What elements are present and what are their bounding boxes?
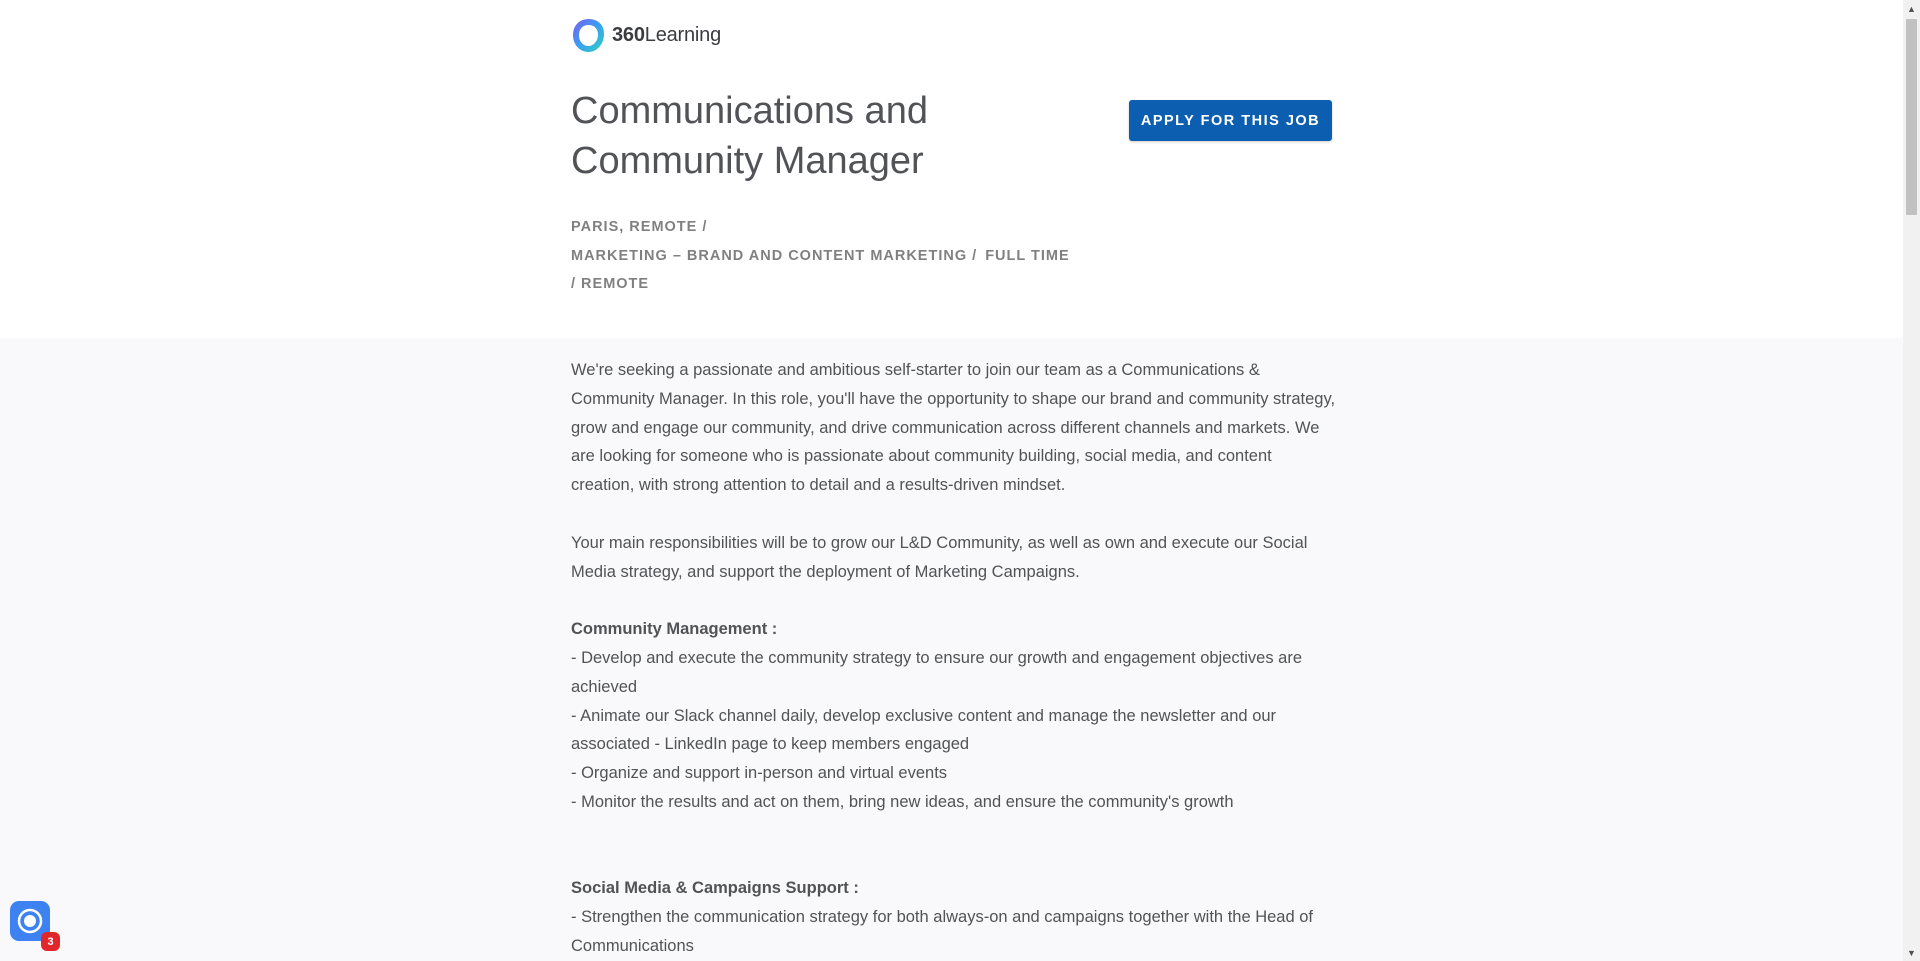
scroll-down-arrow-icon[interactable]: ▼: [1907, 947, 1916, 958]
social-heading: Social Media & Campaigns Support :: [571, 879, 859, 898]
job-title: Communications and Community Manager: [571, 90, 928, 182]
job-description: [571, 356, 1336, 961]
page-scrollbar[interactable]: [1903, 0, 1920, 961]
scroll-thumb[interactable]: [1906, 19, 1917, 215]
list-item: - Strengthen the communication strategy for both always-on and campaigns together with the Head of Communications: [571, 908, 1314, 955]
chat-widget-icon: [16, 907, 44, 935]
list-item: - Develop and execute the community strategy to ensure our growth and engagement objectives are achieved: [571, 648, 1303, 696]
list-item: - Animate our Slack channel daily, develop exclusive content and manage the newsletter and our associated - LinkedIn page to keep members engaged: [571, 706, 1277, 754]
logo-mark-icon: [571, 17, 606, 54]
community-heading: Community Management :: [571, 620, 778, 639]
list-item: - Monitor the results and act on them, bring new ideas, and ensure the community's growth: [571, 792, 1234, 811]
job-categories: [571, 213, 1091, 299]
location-category: PARIS, REMOTE /: [571, 219, 708, 235]
commitment-category: FULL TIME: [985, 247, 1070, 264]
workplace-category: / REMOTE: [571, 276, 650, 292]
team-commitment-line: [571, 242, 1091, 271]
notification-badge: 3: [41, 932, 60, 951]
apply-button[interactable]: APPLY FOR THIS JOB: [1129, 100, 1332, 141]
brand-logo[interactable]: [571, 17, 721, 54]
responsibilities-paragraph: Your main responsibilities will be to grow our L&D Community, as well as own and execute our Social Media strategy, and support the deployment of Marketing Campaigns.: [571, 533, 1308, 581]
logo-text: 360Learning: [612, 24, 722, 46]
list-item: - Organize and support in-person and virtual events: [571, 764, 948, 783]
intro-paragraph: We're seeking a passionate and ambitious self-starter to join our team as a Communications & Community Manager. In this role, you'll have the opportunity to shape our brand and community strategy, grow and engage our community, and drive communication across different channels and markets. We are looking for someone who is passionate about community building, social media, and content creation, with strong attention to detail and a results-driven mindset.: [571, 361, 1336, 495]
team-category: MARKETING – BRAND AND CONTENT MARKETING /: [571, 247, 978, 264]
scroll-up-arrow-icon[interactable]: ▲: [1907, 3, 1916, 14]
